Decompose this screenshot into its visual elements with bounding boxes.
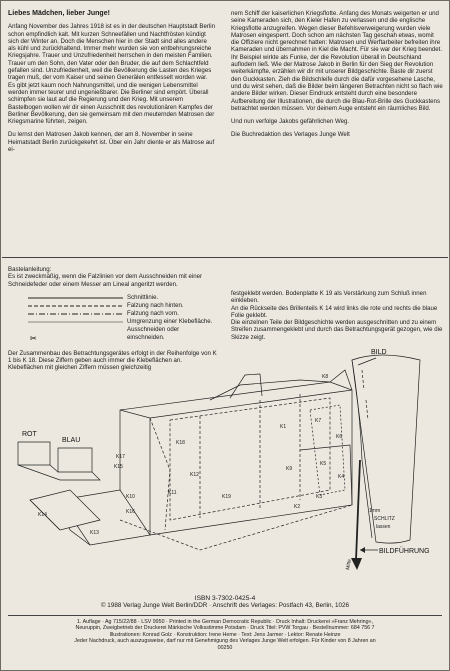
svg-text:K8: K8 bbox=[322, 374, 329, 380]
legend-cut-line: Schnittlinie. bbox=[127, 294, 159, 302]
intro-left-column bbox=[8, 10, 215, 159]
letter-paragraph-3: nem Schiff der kaiserlichen Kriegsflotte. Anfang des Monats weigerten er und seine Kameraden sich, den Kieler Hafen zu verlassen und die englische Kriegsflotte anzugreifen. Wegen dieser Befehlsverweigerung wurden viele Matrosen eingesperrt. Doch schon am nächsten Tag geschah etwas, womit die Offiziere nicht gerechnet hatten: Matrosen und Werftarbeiter befreiten ihre Kameraden und übernahmen in Kiel die Macht. Für sie war der Krieg beendet. Ihr Beispiel wirkte als Funke, der die Revolution überall in Deutschland auflodern ließ. Wie der Matrose Jakob in Berlin für den Sieg der Revolution weiterkämpfte, erzählen wir dir mit unserer Bildgeschichte. Baste dir zuerst den Guckkasten. Zieh die Bildschleife durch die dafür vorgesehene Lasche, und du wirst sehen, daß die Bilder beim längeren Betrachten nicht so flach wie andere Bilder wirken. Dieser Eindruck entsteht durch eine besondere Aufbereitung der Illustrationen, die durch die Blau-Rot-Brille des Guckkastens betrachtet werden müssen. Vor deinem Auge entsteht ein räumliches Bild. bbox=[231, 10, 443, 112]
picture-label: BILD bbox=[371, 349, 387, 356]
svg-text:K6: K6 bbox=[336, 434, 343, 440]
section-divider bbox=[2, 257, 448, 258]
legend-fold-front: Falzung nach vorn. bbox=[127, 310, 179, 318]
imprint-line-3: Illustrationen: Konrad Golz · Konstruktion: Irene Heme · Text: Jens Jarmer · Lektor: Renate Heinze bbox=[109, 631, 341, 638]
letter-heading: Liebes Mädchen, lieber Junge! bbox=[8, 10, 110, 17]
guide-marker bbox=[360, 547, 378, 553]
instructions-right: festgeklebt werden. Bodenplatte K 19 als Verstärkung zum Schluß innen einkleben. An die Rückseite des Brillenteils K 14 wird links die rote und rechts die blaue Folie geklebt. Die einzelnen Teile der Bildgeschichte werden ausgeschnitten und zu einem Streifen zusammengeklebt und durch das Betrachtungsgerät gezogen, wie die Skizze zeigt. bbox=[231, 290, 443, 341]
svg-text:K9: K9 bbox=[286, 466, 293, 472]
svg-text:K12: K12 bbox=[190, 472, 199, 478]
guide-label: BILDFÜHRUNG bbox=[379, 548, 430, 555]
viewer-box bbox=[120, 382, 352, 535]
isbn: ISBN 3-7302-0425-4 bbox=[194, 595, 256, 602]
imprint-line-5: 00250 bbox=[217, 644, 233, 651]
svg-text:K16: K16 bbox=[126, 509, 135, 515]
letter-paragraph-1: Anfang November des Jahres 1918 ist es in der deutschen Hauptstadt Berlin schon empfindlich kalt. Mit kurzen Schneefällen und Nachtfrösten kündigt sich der Winter an. Doch die Menschen hier in der Stadt sind alles andere als kühl und zurückhaltend. Immer mehr wurden sie von entbehrungsreiche Kriegsjahre. Trauer und Unzufriedenheit herrschen in den meisten Familien. Trauer um den Sohn, den Vater oder den Bruder, die auf dem Schlachtfeld gefallen sind. Unzufriedenheit, weil die Bevölkerung die Lasten des Krieges tragen muß, der vom Kaiser und seinen Generälen entfesselt worden war. Es gibt jetzt kaum noch Nahrungsmittel, und die wenigen Lebensmittel werden immer teurer und ungenießbarer. Die Berliner sind empört. Überall schimpfen sie laut auf die Regierung und den Krieg. Mit unserem Bastelbogen wollen wir dir einen Ausschnitt des revolutionären Kampfes der Berliner Bevölkerung, den sie gemeinsam mit den meuternden Matrosen der Kriegsmarine führten, zeigen. bbox=[8, 23, 215, 126]
assembly-diagram bbox=[0, 330, 450, 590]
strip-direction-arrow bbox=[351, 460, 362, 570]
instructions-heading: Bastelanleitung: bbox=[8, 266, 52, 273]
blue-lens bbox=[58, 448, 92, 472]
svg-text:K3: K3 bbox=[316, 494, 323, 500]
svg-text:K13: K13 bbox=[90, 530, 99, 536]
picture-strip bbox=[352, 355, 420, 543]
letter-signature: Die Buchredaktion des Verlages Junge Welt bbox=[231, 131, 350, 139]
instructions-intro: Es ist zweckmäßig, wenn die Falzlinien vor dem Ausschneiden mit einer Schneidefeder oder einem Messer am Lineal angeritzt werden. bbox=[8, 273, 203, 288]
imprint-line-1: 1. Auflage · Ag 715/22/88 · LSV 9950 · Printed in the German Democratic Republic · Druck Inhalt: Druckerei »Franz Mehring«, bbox=[77, 618, 373, 625]
copyright: © 1988 Verlag Junge Welt Berlin/DDR · Anschrift des Verlages: Postfach 43, Berlin, 1026 bbox=[100, 602, 350, 610]
svg-text:K7: K7 bbox=[315, 418, 322, 424]
red-label: ROT bbox=[22, 431, 37, 438]
legend-cut-out: Ausschneiden oder bbox=[127, 326, 180, 334]
legend-incise: ✂ einschneiden. bbox=[30, 333, 165, 342]
letter-paragraph-4: Und nun verfolge Jakobs gefährlichen Weg. bbox=[231, 118, 350, 126]
legend-glue-area: Umgrenzung einer Klebefläche. bbox=[127, 318, 213, 326]
svg-text:K17: K17 bbox=[116, 454, 125, 460]
middle-label: Mitte bbox=[345, 558, 353, 571]
svg-text:K14: K14 bbox=[38, 512, 47, 518]
svg-text:K5: K5 bbox=[320, 461, 327, 467]
imprint-line-2: Neuruppin, Zweigbetrieb der Druckerei Märkische Volksstimme Potsdam · Druck Titel: PVW Torgau · Bestellnummer: 684 756 7 bbox=[75, 625, 375, 632]
letter-paragraph-2: Du lernst den Matrosen Jakob kennen, der am 8. November in seine Heimatstadt Berlin zurückgekehrt ist. Über ein Jahr diente er als Matrose auf ei- bbox=[8, 131, 215, 154]
svg-text:K11: K11 bbox=[168, 490, 177, 496]
svg-text:K19: K19 bbox=[222, 494, 231, 500]
svg-text:K1: K1 bbox=[280, 424, 287, 430]
svg-text:✂: ✂ bbox=[30, 333, 37, 342]
slit-label-2: SCHLITZ bbox=[374, 516, 395, 522]
svg-text:K18: K18 bbox=[176, 440, 185, 446]
legend-fold-back: Falzung nach hinten. bbox=[127, 302, 184, 310]
slit-label-1: 1mm bbox=[369, 508, 381, 514]
blue-label: BLAU bbox=[62, 437, 81, 444]
svg-text:K2: K2 bbox=[294, 504, 301, 510]
imprint-line-4: Jeder Nachdruck, auch auszugsweise, darf nur mit Genehmigung des Verlages Junge Welt erfolgen. Für Kinder von 8 Jahren an bbox=[74, 638, 376, 645]
imprint bbox=[8, 595, 442, 651]
intro-right-column bbox=[231, 10, 443, 145]
svg-text:K15: K15 bbox=[114, 464, 123, 470]
red-lens bbox=[18, 442, 50, 465]
slit-label-3: lassen bbox=[376, 524, 391, 530]
assembly-text: Der Zusammenbau des Betrachtungsgerätes erfolgt in der Reihenfolge von K 1 bis K 18. Diese Ziffern geben auch immer die Klebeflächen an. Klebeflächen mit gleichen Ziffern müssen gleichzeitig bbox=[8, 349, 217, 372]
svg-text:K10: K10 bbox=[126, 494, 135, 500]
svg-text:K4: K4 bbox=[338, 474, 345, 480]
